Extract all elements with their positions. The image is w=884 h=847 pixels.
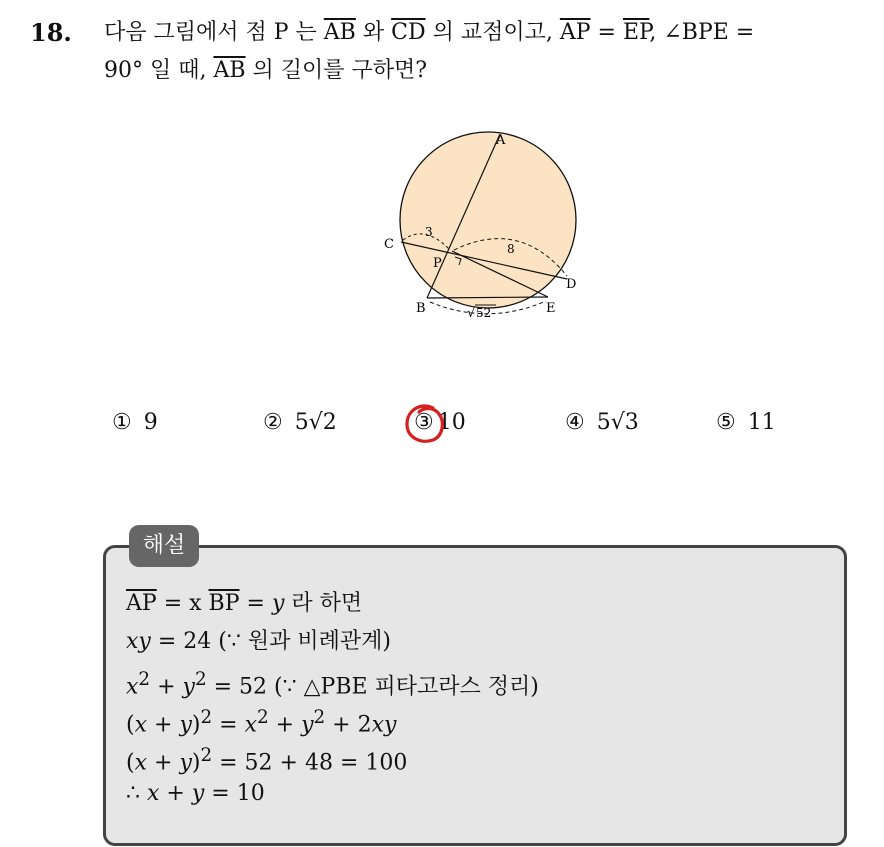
choice-3-value: 10 [437, 410, 466, 435]
answer-circle-mark [403, 402, 447, 446]
therefore-symbol: ∴ [126, 781, 147, 806]
exponent: 2 [200, 745, 213, 766]
question-text [104, 14, 874, 90]
label-c: C [384, 237, 394, 252]
solution-text: = x [156, 591, 209, 616]
choice-1-mark: ① [112, 410, 132, 435]
question-text-part: 90° 일 때, [104, 58, 214, 83]
variable-y: y [179, 750, 192, 776]
variable-x: x [134, 712, 148, 738]
label-e: E [546, 301, 556, 316]
variable-x: x [371, 712, 385, 738]
choice-5[interactable] [716, 410, 776, 435]
geometry-figure [370, 126, 610, 326]
question-text-part: 와 [355, 20, 392, 45]
circle [400, 132, 576, 308]
solution-text: = [239, 591, 272, 616]
solution-text: + [268, 712, 302, 738]
solution-text: + [147, 712, 180, 738]
solution-line-1 [126, 585, 539, 623]
solution-text: ) [191, 750, 201, 776]
solution-text: = 24 (∵ 원과 비례관계) [150, 629, 391, 654]
solution-text: = 10 [204, 781, 265, 806]
solution-line-5 [126, 737, 539, 775]
segment-bp: $\overline{BP}$ [208, 591, 240, 616]
segment-ap: $\overline{AP}$ [559, 20, 591, 45]
measure-pd: 8 [507, 242, 515, 256]
question-number: 18. [30, 18, 72, 47]
question-text-part: 의 길이를 구하면? [245, 58, 428, 83]
choice-4-value: 5√3 [596, 410, 639, 435]
solution-text: = 52 (∵ △PBE 피타고라스 정리) [206, 674, 539, 700]
variable-y: y [301, 712, 314, 738]
question-text-part: , ∠BPE = [649, 20, 755, 45]
variable-y: y [191, 781, 205, 806]
exponent: 2 [200, 707, 213, 728]
choice-5-mark: ⑤ [716, 410, 736, 435]
solution-text: = [212, 712, 245, 738]
choice-4-mark: ④ [565, 410, 585, 435]
variable-x: x [126, 629, 139, 654]
variable-y: y [384, 712, 397, 738]
segment-ab: $\overline{AB}$ [213, 58, 246, 83]
variable-y: y [138, 629, 151, 654]
variable-x: x [126, 674, 139, 700]
solution-text: ( [126, 750, 135, 776]
solution-text: 라 하면 [284, 591, 363, 616]
solution-text: = 52 + 48 = 100 [212, 750, 408, 776]
choice-2-mark: ② [263, 410, 283, 435]
choice-4[interactable] [565, 410, 639, 435]
choice-2[interactable] [263, 410, 337, 435]
exponent: 2 [313, 707, 326, 728]
variable-x: x [244, 712, 257, 738]
question-line-1 [104, 14, 874, 52]
choice-2-value: 5√2 [294, 410, 337, 435]
label-d: D [566, 277, 577, 292]
solution-text: + [147, 750, 180, 776]
segment-ab: $\overline{AB}$ [323, 20, 356, 45]
measure-cp: 3 [425, 225, 433, 239]
variable-y: y [179, 712, 192, 738]
solution-line-2 [126, 623, 539, 661]
label-a: A [496, 133, 506, 148]
segment-cd: $\overline{CD}$ [391, 20, 426, 45]
choice-5-value: 11 [747, 410, 776, 435]
label-b: B [416, 301, 426, 316]
label-p: P [433, 256, 442, 271]
solution-line-3 [126, 661, 539, 699]
variable-y: y [271, 591, 285, 616]
variable-y: y [182, 674, 195, 700]
choice-1-value: 9 [143, 410, 158, 435]
exponent: 2 [138, 669, 151, 690]
solution-tag: 해설 [129, 525, 199, 567]
question-text-part: 의 교점이고, [425, 20, 560, 45]
choice-3-mark: ③ [414, 410, 434, 435]
exponent: 2 [256, 707, 269, 728]
measure-be-root: √ [467, 306, 476, 321]
solution-line-4 [126, 699, 539, 737]
equals-sign: = [590, 20, 623, 45]
measure-be: 52 [476, 306, 492, 320]
solution-text: + [159, 781, 192, 806]
solution-text: + 2 [325, 712, 372, 738]
exponent: 2 [194, 669, 207, 690]
question-line-2 [104, 52, 874, 90]
choice-1[interactable] [112, 410, 158, 435]
question-text-part: 다음 그림에서 점 P 는 [104, 20, 324, 45]
segment-ep: $\overline{EP}$ [622, 20, 650, 45]
solution-text: ( [126, 712, 135, 738]
solution-text: ) [191, 712, 201, 738]
solution-lines [126, 585, 539, 813]
variable-x: x [134, 750, 148, 776]
segment-ap: $\overline{AP}$ [126, 591, 157, 616]
solution-line-6 [126, 775, 539, 813]
solution-text: + [150, 674, 183, 700]
variable-x: x [147, 781, 160, 806]
